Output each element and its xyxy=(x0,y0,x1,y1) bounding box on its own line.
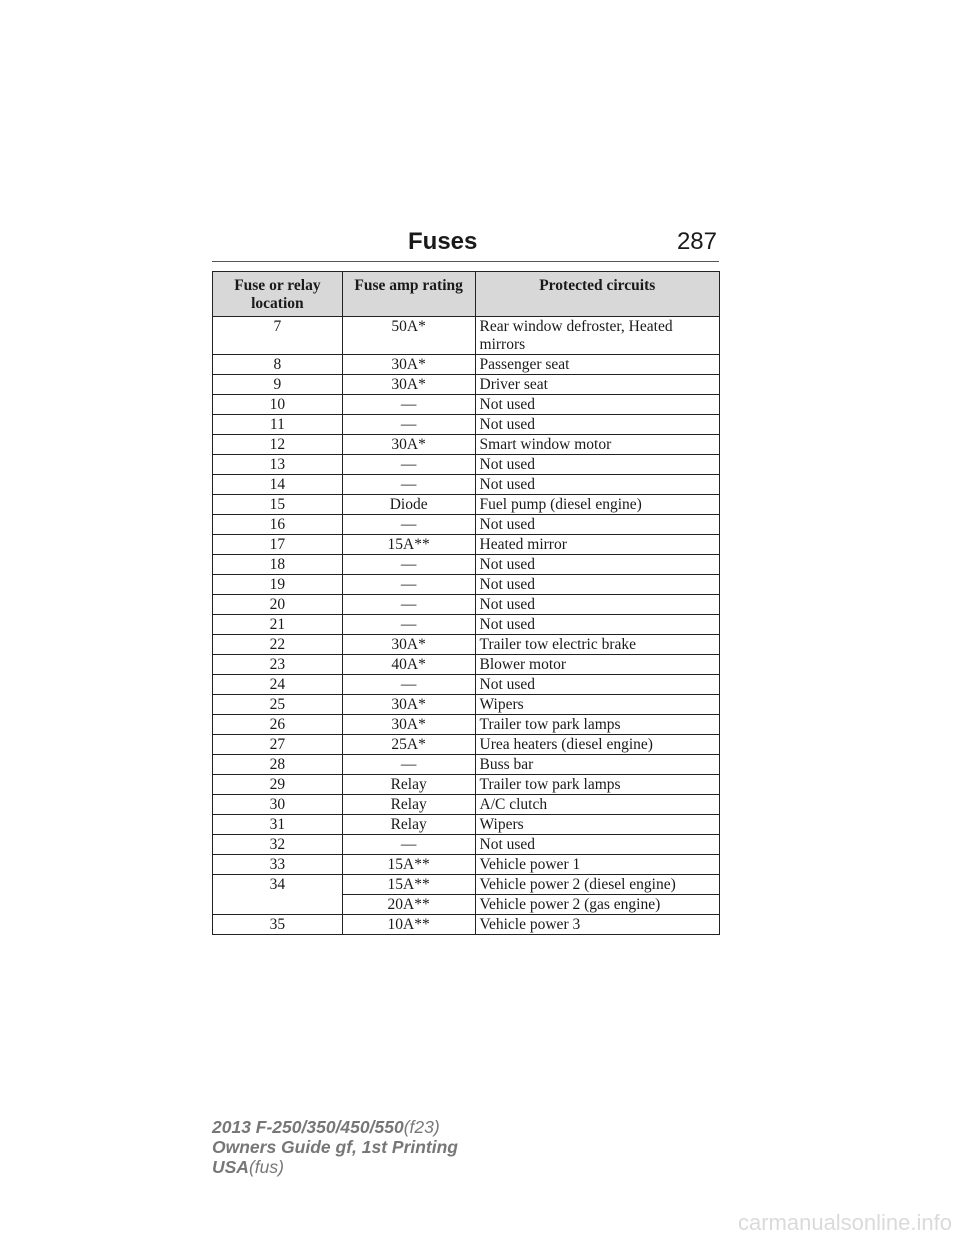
footer-line-1 xyxy=(212,1117,458,1137)
protected-circuit-cell: Not used xyxy=(475,615,719,635)
table-row xyxy=(213,375,720,395)
fuse-rating-cell: Relay xyxy=(342,815,475,835)
protected-circuit-cell: Not used xyxy=(475,395,719,415)
page-header xyxy=(212,225,719,262)
protected-circuit-cell: Not used xyxy=(475,415,719,435)
fuse-rating-cell: Relay xyxy=(342,795,475,815)
fuse-location-cell: 35 xyxy=(213,915,343,935)
table-body xyxy=(213,317,720,935)
fuse-location-cell: 32 xyxy=(213,835,343,855)
table-row xyxy=(213,835,720,855)
fuse-location-cell: 19 xyxy=(213,575,343,595)
fuse-table xyxy=(212,271,720,935)
protected-circuit-cell: Trailer tow park lamps xyxy=(475,775,719,795)
fuse-location-cell: 10 xyxy=(213,395,343,415)
footer-model-code: (f23) xyxy=(403,1117,440,1137)
table-row xyxy=(213,775,720,795)
protected-circuit-cell: Heated mirror xyxy=(475,535,719,555)
fuse-location-cell: 26 xyxy=(213,715,343,735)
table-row xyxy=(213,515,720,535)
table-row xyxy=(213,575,720,595)
fuse-rating-cell: 30A* xyxy=(342,375,475,395)
table-row xyxy=(213,317,720,355)
fuse-rating-cell: 30A* xyxy=(342,695,475,715)
fuse-location-cell: 14 xyxy=(213,475,343,495)
table-row xyxy=(213,475,720,495)
protected-circuit-cell: Wipers xyxy=(475,695,719,715)
fuse-location-cell: 27 xyxy=(213,735,343,755)
watermark: carmanualsonline.info xyxy=(737,1210,952,1235)
fuse-rating-cell: Diode xyxy=(342,495,475,515)
fuse-rating-cell: 20A** xyxy=(342,895,475,915)
footer-model: 2013 F-250/350/450/550 xyxy=(212,1117,404,1137)
protected-circuit-cell: Not used xyxy=(475,455,719,475)
fuse-location-cell: 17 xyxy=(213,535,343,555)
footer-market: USA xyxy=(212,1157,249,1177)
fuse-location-cell: 22 xyxy=(213,635,343,655)
protected-circuit-cell: A/C clutch xyxy=(475,795,719,815)
fuse-location-cell: 18 xyxy=(213,555,343,575)
page-number: 287 xyxy=(676,228,717,255)
protected-circuit-cell: Vehicle power 2 (gas engine) xyxy=(475,895,719,915)
fuse-rating-cell: 15A** xyxy=(342,855,475,875)
page-title: Fuses xyxy=(408,228,478,255)
protected-circuit-cell: Blower motor xyxy=(475,655,719,675)
fuse-location-cell: 9 xyxy=(213,375,343,395)
protected-circuit-cell: Trailer tow electric brake xyxy=(475,635,719,655)
protected-circuit-cell: Driver seat xyxy=(475,375,719,395)
page-footer xyxy=(212,1117,458,1177)
protected-circuit-cell: Not used xyxy=(475,575,719,595)
protected-circuit-cell: Vehicle power 3 xyxy=(475,915,719,935)
fuse-rating-cell: — xyxy=(342,835,475,855)
table-row xyxy=(213,875,720,895)
fuse-rating-cell: 30A* xyxy=(342,355,475,375)
table-row xyxy=(213,915,720,935)
fuse-location-cell: 20 xyxy=(213,595,343,615)
fuse-location-cell: 28 xyxy=(213,755,343,775)
fuse-rating-cell: 30A* xyxy=(342,635,475,655)
fuse-location-cell: 11 xyxy=(213,415,343,435)
table-row xyxy=(213,455,720,475)
table-row xyxy=(213,355,720,375)
fuse-rating-cell: 25A* xyxy=(342,735,475,755)
protected-circuit-cell: Not used xyxy=(475,595,719,615)
fuse-rating-cell: 15A** xyxy=(342,535,475,555)
fuse-location-cell: 29 xyxy=(213,775,343,795)
footer-market-code: (fus) xyxy=(248,1157,284,1177)
table-row xyxy=(213,795,720,815)
fuse-location-cell: 8 xyxy=(213,355,343,375)
fuse-location-cell: 33 xyxy=(213,855,343,875)
footer-line-3 xyxy=(212,1157,458,1177)
fuse-rating-cell: 40A* xyxy=(342,655,475,675)
protected-circuit-cell: Urea heaters (diesel engine) xyxy=(475,735,719,755)
fuse-rating-cell: — xyxy=(342,395,475,415)
table-row xyxy=(213,595,720,615)
fuse-location-cell: 24 xyxy=(213,675,343,695)
table-row xyxy=(213,415,720,435)
protected-circuit-cell: Not used xyxy=(475,475,719,495)
table-row xyxy=(213,535,720,555)
table-row xyxy=(213,715,720,735)
table-row xyxy=(213,815,720,835)
table-row xyxy=(213,635,720,655)
table-row xyxy=(213,395,720,415)
protected-circuit-cell: Fuel pump (diesel engine) xyxy=(475,495,719,515)
fuse-location-cell: 7 xyxy=(213,317,343,355)
protected-circuit-cell: Vehicle power 2 (diesel engine) xyxy=(475,875,719,895)
fuse-rating-cell: 30A* xyxy=(342,435,475,455)
protected-circuit-cell: Not used xyxy=(475,515,719,535)
footer-line-2 xyxy=(212,1137,458,1157)
fuse-rating-cell: 50A* xyxy=(342,317,475,355)
table-row xyxy=(213,855,720,875)
table-row xyxy=(213,655,720,675)
fuse-rating-cell: — xyxy=(342,475,475,495)
fuse-rating-cell: — xyxy=(342,575,475,595)
fuse-rating-cell: — xyxy=(342,675,475,695)
table-row xyxy=(213,495,720,515)
protected-circuit-cell: Not used xyxy=(475,555,719,575)
protected-circuit-cell: Trailer tow park lamps xyxy=(475,715,719,735)
fuse-rating-cell: — xyxy=(342,615,475,635)
fuse-location-cell: 12 xyxy=(213,435,343,455)
fuse-rating-cell: — xyxy=(342,595,475,615)
fuse-rating-cell: 30A* xyxy=(342,715,475,735)
protected-circuit-cell: Buss bar xyxy=(475,755,719,775)
fuse-location-cell: 13 xyxy=(213,455,343,475)
fuse-rating-cell: — xyxy=(342,455,475,475)
column-header-circuits: Protected circuits xyxy=(475,272,719,317)
fuse-location-cell: 30 xyxy=(213,795,343,815)
protected-circuit-cell: Smart window motor xyxy=(475,435,719,455)
fuse-location-cell: 31 xyxy=(213,815,343,835)
fuse-rating-cell: 15A** xyxy=(342,875,475,895)
table-row xyxy=(213,695,720,715)
protected-circuit-cell: Not used xyxy=(475,835,719,855)
protected-circuit-cell: Rear window defroster, Heated mirrors xyxy=(475,317,719,355)
column-header-location: Fuse or relay location xyxy=(213,272,343,317)
protected-circuit-cell: Not used xyxy=(475,675,719,695)
fuse-location-cell: 23 xyxy=(213,655,343,675)
column-header-rating: Fuse amp rating xyxy=(342,272,475,317)
fuse-location-cell: 16 xyxy=(213,515,343,535)
fuse-rating-cell: — xyxy=(342,415,475,435)
protected-circuit-cell: Vehicle power 1 xyxy=(475,855,719,875)
table-header-row xyxy=(213,272,720,317)
fuse-location-cell: 25 xyxy=(213,695,343,715)
footer-edition: Owners Guide gf, 1st Printing xyxy=(212,1137,458,1157)
fuse-rating-cell: — xyxy=(342,555,475,575)
fuse-rating-cell: — xyxy=(342,515,475,535)
protected-circuit-cell: Passenger seat xyxy=(475,355,719,375)
table-row xyxy=(213,555,720,575)
table-row xyxy=(213,755,720,775)
fuse-rating-cell: Relay xyxy=(342,775,475,795)
fuse-rating-cell: — xyxy=(342,755,475,775)
fuse-location-cell: 15 xyxy=(213,495,343,515)
table-row xyxy=(213,615,720,635)
fuse-location-cell: 21 xyxy=(213,615,343,635)
table-row xyxy=(213,435,720,455)
table-row xyxy=(213,675,720,695)
protected-circuit-cell: Wipers xyxy=(475,815,719,835)
table-row xyxy=(213,735,720,755)
fuse-rating-cell: 10A** xyxy=(342,915,475,935)
fuse-location-cell: 34 xyxy=(213,875,343,915)
